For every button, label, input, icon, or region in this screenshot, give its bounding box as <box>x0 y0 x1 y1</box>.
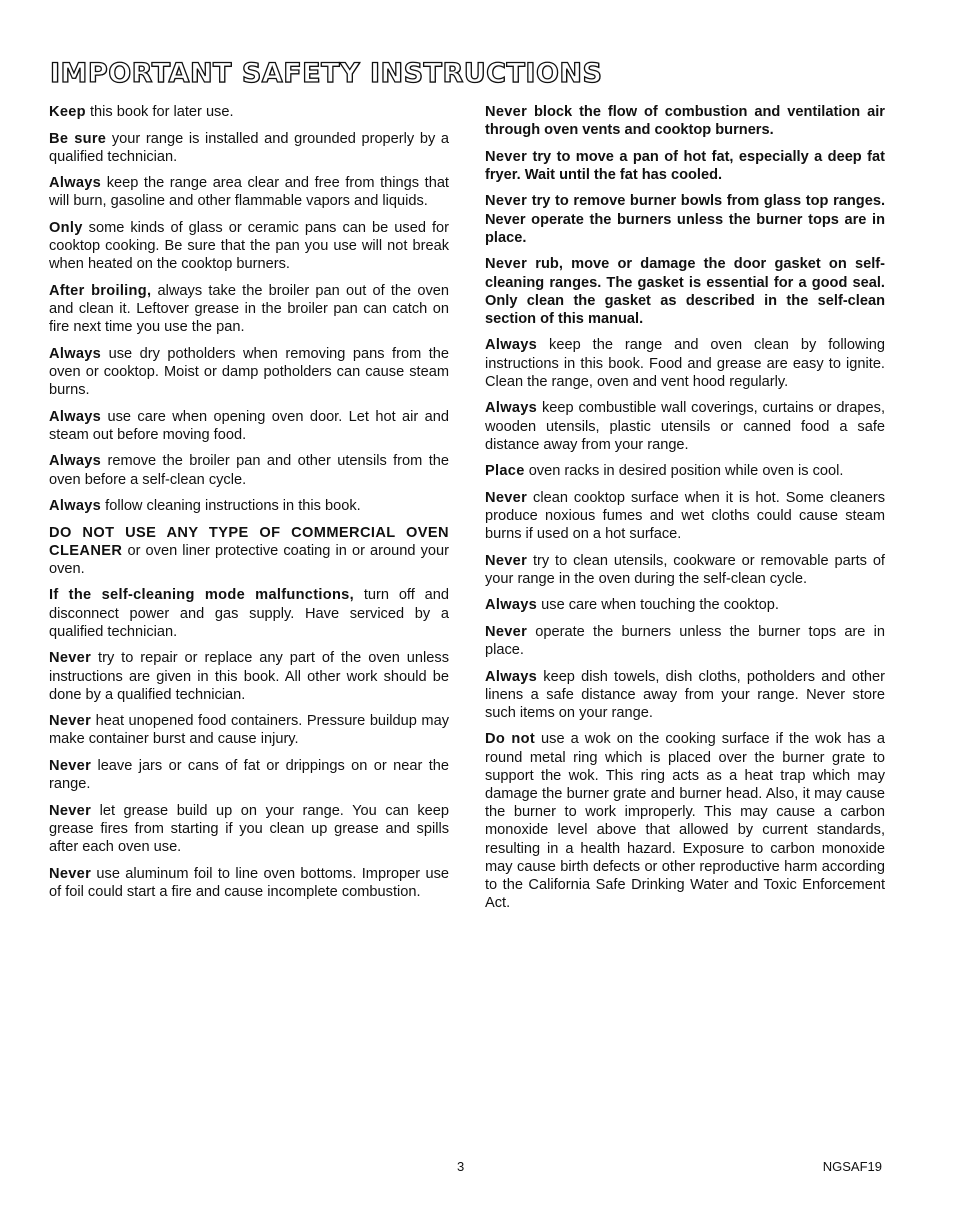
instruction-text: let grease build up on your range. You can keep grease fires from starting if you clean up grease and spills after each oven use. <box>49 802 449 856</box>
instruction-item <box>49 865 449 901</box>
instruction-keyword: Never <box>49 865 92 882</box>
instruction-item <box>485 399 885 454</box>
instruction-item <box>49 586 449 641</box>
instruction-text: use care when touching the cooktop. <box>537 597 779 614</box>
instruction-keyword: Never <box>485 552 528 569</box>
instruction-item <box>49 452 449 488</box>
instruction-text: your range is installed and grounded properly by a qualified technician. <box>49 130 449 165</box>
instruction-keyword: Never <box>485 256 528 273</box>
instruction-text: keep the range area clear and free from things that will burn, gasoline and other flammable vapors and liquids. <box>49 175 449 210</box>
instruction-keyword: Always <box>485 337 538 354</box>
instruction-keyword: Never <box>485 623 528 640</box>
instruction-item <box>49 802 449 857</box>
instruction-text: or oven liner protective coating in or around your oven. <box>49 542 449 577</box>
instruction-keyword: Always <box>49 408 102 425</box>
instruction-keyword: Always <box>49 498 102 515</box>
instruction-keyword: Never <box>485 193 528 210</box>
instruction-text: block the flow of combustion and ventilation air through oven vents and cooktop burners. <box>485 104 885 139</box>
instruction-text: try to remove burner bowls from glass top ranges. Never operate the burners unless the burner tops are in place. <box>485 193 885 246</box>
instruction-text: leave jars or cans of fat or drippings on or near the range. <box>49 757 449 793</box>
right-column <box>485 103 885 921</box>
instruction-keyword: Be sure <box>49 130 107 147</box>
instruction-keyword: Never <box>49 802 92 819</box>
instruction-keyword: Place <box>485 463 525 480</box>
instruction-text: keep dish towels, dish cloths, potholders and other linens a safe distance away from your range. Never store such items on your range. <box>485 668 885 721</box>
instruction-text: this book for later use. <box>85 104 234 120</box>
instruction-item <box>49 712 449 748</box>
instruction-keyword: Always <box>485 597 538 614</box>
instruction-item <box>485 148 885 184</box>
instruction-keyword: Always <box>49 345 102 362</box>
instruction-item <box>49 524 449 579</box>
instruction-text: try to repair or replace any part of the oven unless instructions are given in this book. All other work should be done by a qualified technician. <box>49 650 449 703</box>
instruction-text: rub, move or damage the door gasket on self-cleaning ranges. The gasket is essential for a good seal. Only clean the gasket as described in the self-clean section of this manual. <box>485 256 885 327</box>
instruction-item <box>485 730 885 912</box>
instruction-text: clean cooktop surface when it is hot. Some cleaners produce noxious fumes and wet cloths could cause steam burns if used on a hot surface. <box>485 489 885 543</box>
instruction-keyword: Never <box>485 104 528 120</box>
instruction-keyword: Never <box>49 650 92 667</box>
instruction-keyword: Always <box>485 400 538 417</box>
instruction-item <box>485 552 885 588</box>
instruction-keyword: Never <box>485 489 528 506</box>
instruction-item <box>49 497 449 515</box>
instruction-text: use aluminum foil to line oven bottoms. Improper use of foil could start a fire and cause incomplete combustion. <box>49 865 449 900</box>
instruction-item <box>485 668 885 723</box>
instruction-keyword: After broiling, <box>49 282 152 299</box>
instruction-keyword: Always <box>49 175 102 192</box>
instruction-item <box>49 130 449 166</box>
instruction-item <box>485 623 885 659</box>
instruction-text: heat unopened food containers. Pressure buildup may make container burst and cause injury. <box>49 713 449 748</box>
instruction-item <box>49 103 449 121</box>
document-code: NGSAF19 <box>822 1159 882 1174</box>
instruction-text: operate the burners unless the burner tops are in place. <box>485 623 885 659</box>
instruction-text: use care when opening oven door. Let hot air and steam out before moving food. <box>49 408 449 443</box>
instruction-item <box>485 462 885 480</box>
instruction-keyword: Never <box>49 757 92 774</box>
instruction-keyword: Only <box>49 219 83 236</box>
instruction-keyword: Always <box>49 453 102 470</box>
instruction-text: keep combustible wall coverings, curtains or drapes, wooden utensils, plastic utensils or canned food a safe distance away from your range. <box>485 400 885 453</box>
instruction-text: some kinds of glass or ceramic pans can be used for cooktop cooking. Be sure that the pan you use will not break when heated on the cooktop burners. <box>49 219 449 273</box>
instruction-item <box>485 103 885 139</box>
instruction-text: try to move a pan of hot fat, especially a deep fat fryer. Wait until the fat has cooled. <box>485 148 885 183</box>
instruction-item <box>49 174 449 210</box>
instruction-keyword: Always <box>485 668 538 685</box>
page-title: IMPORTANT SAFETY INSTRUCTIONS <box>50 58 603 89</box>
instruction-text: follow cleaning instructions in this book. <box>101 498 361 515</box>
instruction-keyword: DO NOT USE ANY TYPE OF COMMERCIAL OVEN CLEANER <box>49 524 449 559</box>
instruction-keyword: Never <box>485 148 528 165</box>
instruction-text: remove the broiler pan and other utensils from the oven before a self-clean cycle. <box>49 453 449 488</box>
instruction-item <box>49 649 449 704</box>
instruction-text: try to clean utensils, cookware or removable parts of your range in the oven during the self-clean cycle. <box>485 552 885 587</box>
left-column <box>49 103 449 909</box>
instruction-keyword: Do not <box>485 731 535 748</box>
instruction-item <box>485 192 885 247</box>
instruction-item <box>485 255 885 328</box>
instruction-item <box>49 282 449 337</box>
instruction-item <box>49 757 449 793</box>
page-number: 3 <box>457 1159 465 1174</box>
instruction-item <box>49 408 449 444</box>
instruction-keyword: Never <box>49 713 92 730</box>
instruction-item <box>49 219 449 274</box>
instruction-text: oven racks in desired position while oven is cool. <box>524 463 844 480</box>
instruction-item <box>49 345 449 400</box>
instruction-text: use a wok on the cooking surface if the wok has a round metal ring which is placed over the burner grate to support the wok. This ring acts as a heat trap which may damage the burner grate and burner head. Also, it may cause the burner to work improperly. This may cause a carbon monoxide level above that allowed by current standards, resulting in a health hazard. Exposure to carbon monoxide may cause birth defects or other reproductive harm according to the California Safe Drinking Water and Toxic Enforcement Act. <box>485 731 885 912</box>
instruction-text: always take the broiler pan out of the oven and clean it. Leftover grease in the broiler pan can catch on fire next time you use the pan. <box>49 282 449 336</box>
instruction-text: use dry potholders when removing pans from the oven or cooktop. Moist or damp potholders can cause steam burns. <box>49 345 449 399</box>
instruction-keyword: If the self-cleaning mode malfunctions, <box>49 587 354 604</box>
instruction-text: keep the range and oven clean by following instructions in this book. Food and grease are easy to ignite. Clean the range, oven and vent hood regularly. <box>485 337 885 390</box>
instruction-item <box>485 596 885 614</box>
instruction-item <box>485 336 885 391</box>
instruction-item <box>485 489 885 544</box>
instruction-keyword: Keep <box>49 104 86 120</box>
instruction-text: turn off and disconnect power and gas supply. Have serviced by a qualified technician. <box>49 587 449 640</box>
